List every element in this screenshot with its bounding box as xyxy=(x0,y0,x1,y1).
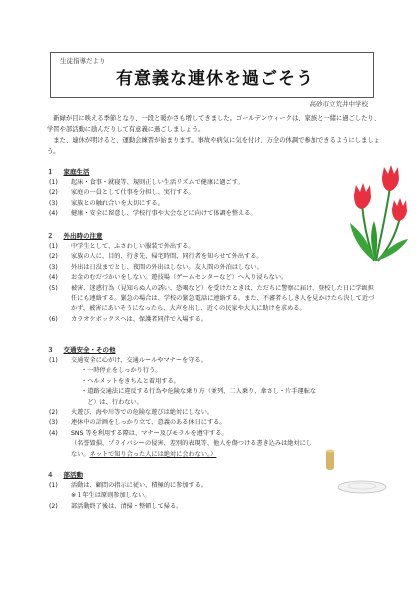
sub-item: ・ 道路交通法に違反する行為や危険な乗り方（並列、二人乗り、傘さし・片手運転など）は、行わない。 xyxy=(81,387,317,408)
section-title: 家庭生活 xyxy=(63,168,90,176)
section-number: ４ xyxy=(47,471,54,479)
intro-paragraph: また、連休が明けると、運動会練習が始まります。事故や病気に気を付け、万全の体調で参加できるようにしましょう。 xyxy=(47,137,380,155)
list-item: (5) 被害、迷惑行為（見知らぬ人の誘い、恐喝など）を受けたときは、ただちに警察に届け、登校した日に学級担任にも連絡する。緊急の場合は、学校の緊急電話に連絡する。また、不審者らしき人を見かけたら決して近づかず、被害にあいそうになったら、大声を出し、近くの民家や大人に助けを求める。 xyxy=(49,284,375,313)
section-title: 部活動 xyxy=(63,471,83,479)
list-item: (4) SNS 等を利用する際は、マナー及びモラルを遵守する。 （名誉毀損、プライバシーの侵害、差別的表現等、他人を傷つける書き込みは絶対にしない。ネットで知り合った人には絶対に会わない。） xyxy=(49,429,313,458)
section-traffic-safety xyxy=(47,345,317,460)
section-number: １ xyxy=(47,168,54,176)
list-item: (1) 交通安全に心がけ、交通ルールやマナーを守る。 ・ 一時停止をしっかり行う。 ・ ヘルメットをきちんと着用する。 ・ 道路交通法に違反する行為や危険な乗り方（並列、二人乗り、傘さし・片手運転など）は、行わない。 xyxy=(47,356,317,408)
section-home-life xyxy=(47,167,337,220)
list-item: (4) お金のむだづかいをしない。遊技場（ゲームセンターなど）へ入り浸らない。 xyxy=(49,274,288,282)
list-item: (2) 家族の人に、目的、行き先、帰宅時間、同行者を知らせて外出する。 xyxy=(49,253,263,261)
school-name: 高砂市立荒井中学校 xyxy=(309,100,368,108)
tulip-illustration xyxy=(340,165,410,265)
newsletter-label: 生徒指導だより xyxy=(60,57,106,65)
sns-note-underlined: ネットで知り合った人には絶対に会わない。） xyxy=(89,450,217,458)
cup-and-plate-illustration xyxy=(318,445,388,505)
section-number: ３ xyxy=(47,346,54,354)
list-item: (1) 中学生として、ふさわしい服装で外出する。 xyxy=(49,243,195,250)
intro-paragraph: 新緑が目に映える季節となり、一段と暖かさも増してきました。ゴールデンウィークは、家族と一緒に過ごしたり、学習や部活動に励んだりして有意義に過ごしましょう。 xyxy=(47,115,381,133)
section-club-activities xyxy=(47,470,317,512)
section-number: ２ xyxy=(47,232,54,240)
sub-item: ・ ヘルメットをきちんと着用する。 xyxy=(81,377,317,387)
sns-note: （名誉毀損、プライバシーの侵害、差別的表現等、他人を傷つける書き込みは絶対にしない。 xyxy=(71,440,313,458)
list-item: (3) 外出は日没までとし、夜間の外出はしない。友人間の外泊はしない。 xyxy=(49,263,263,271)
list-item: (6) カラオケボックスへは、保護者同伴で入場する。 xyxy=(49,315,207,323)
page-title: 有意義な連休を過ごそう xyxy=(116,69,314,89)
list-item: (1) 活動は、顧問の指示に従い、積極的に参加する。 ※１年生は原則参加しない。 xyxy=(49,482,208,500)
section-going-out xyxy=(47,231,377,325)
section-title: 交通安全・その他 xyxy=(63,346,116,354)
club-note: ※１年生は原則参加しない。 xyxy=(71,492,151,500)
sub-item: ・ 一時停止をしっかり行う。 xyxy=(81,366,317,376)
list-item: (1) 起床・食事・就寝等、規則正しい生活リズムで健康に過ごす。 xyxy=(49,179,244,186)
list-item: (2) 家庭の一員として仕事を分担し、実行する。 xyxy=(49,189,195,197)
section-title: 外出時の注意 xyxy=(63,232,103,240)
list-item: (2) 火遊び、海や川等での危険な遊びは絶対にしない。 xyxy=(49,409,214,417)
list-item: (3) 連休中の計画をしっかり立て、意義のある休日にする。 xyxy=(49,419,226,427)
list-item: (4) 健康・安全に留意し、学校行事や大会などに向けて体調を整える。 xyxy=(49,210,257,218)
list-item: (3) 家族との触れ合いを大切にする。 xyxy=(49,199,164,207)
list-item: (2) 部活動終了後は、清掃・整頓して帰る。 xyxy=(49,502,183,510)
intro-text xyxy=(47,113,381,157)
